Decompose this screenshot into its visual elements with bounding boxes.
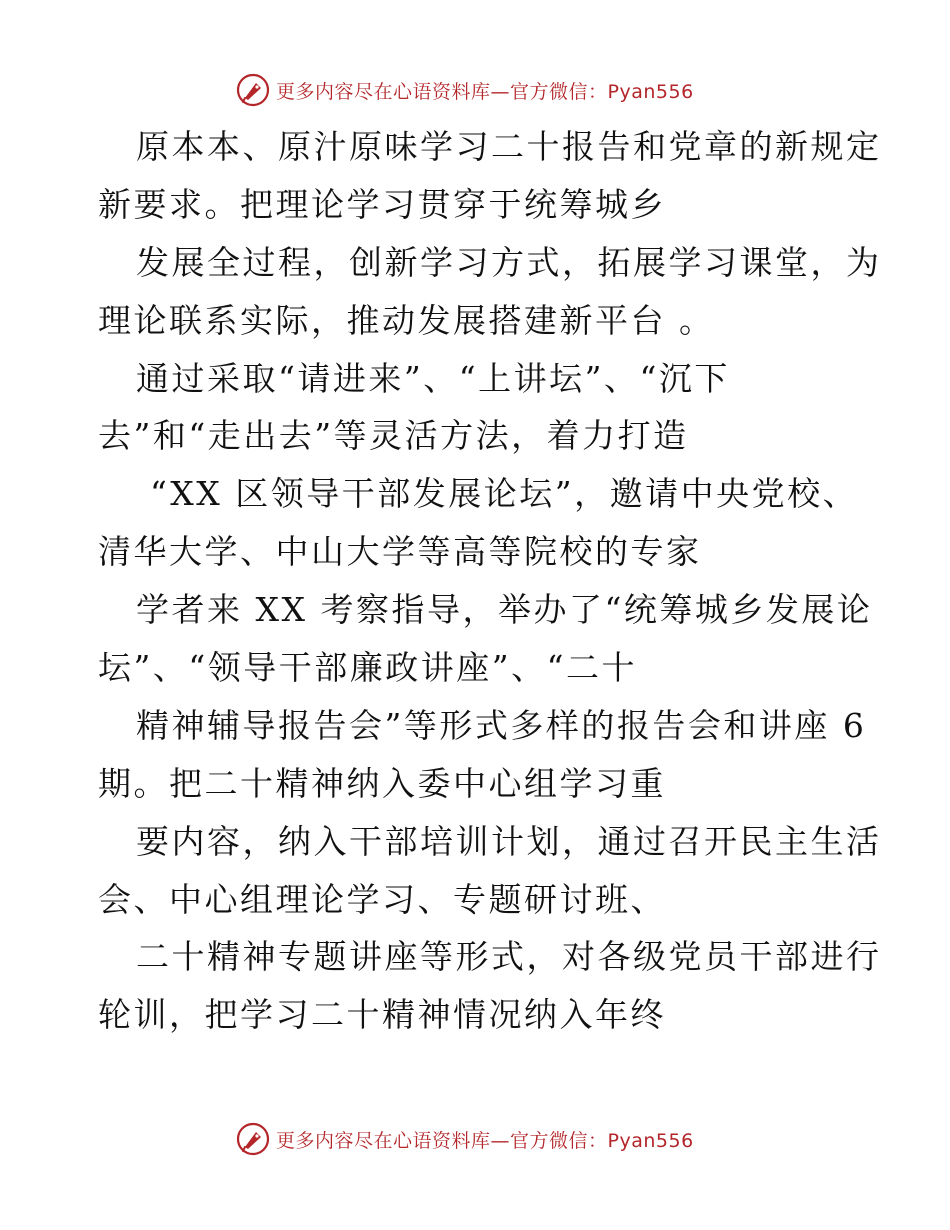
watermark-text: 更多内容尽在心语资料库—官方微信：Pyan556 bbox=[276, 80, 694, 103]
text-line: 坛”、“领导干部廉政讲座”、“二十 bbox=[98, 648, 637, 688]
text-line: 要内容，纳入干部培训计划，通过召开民主生活 bbox=[136, 821, 882, 861]
text-line: 学者来 XX 考察指导，举办了“统筹城乡发展论 bbox=[136, 590, 873, 630]
text-line: 去”和“走出去”等灵活方法，着力打造 bbox=[98, 416, 689, 456]
watermark-banner-top bbox=[236, 72, 694, 108]
text-line: 会、中心组理论学习、专题研讨班、 bbox=[98, 879, 666, 919]
text-line: 期。把二十精神纳入委中心组学习重 bbox=[98, 763, 666, 803]
text-line: “XX 区领导干部发展论坛”，邀请中央党校、 bbox=[150, 474, 859, 514]
text-line: 轮训，把学习二十精神情况纳入年终 bbox=[98, 995, 666, 1035]
text-line: 通过采取“请进来”、“上讲坛”、“沉下 bbox=[136, 358, 730, 398]
text-line: 新要求。把理论学习贯穿于统筹城乡 bbox=[98, 184, 666, 224]
text-line: 原本本、原汁原味学习二十报告和党章的新规定 bbox=[136, 127, 882, 166]
text-line: 二十精神专题讲座等形式，对各级党员干部进行 bbox=[136, 937, 882, 977]
text-line: 发展全过程，创新学习方式，拓展学习课堂，为 bbox=[136, 242, 882, 282]
text-line: 理论联系实际，推动发展搭建新平台 。 bbox=[98, 300, 715, 340]
text-line: 精神辅导报告会”等形式多样的报告会和讲座 6 bbox=[136, 705, 867, 745]
pen-nib-logo-icon bbox=[236, 1122, 270, 1156]
document-body bbox=[98, 118, 882, 1044]
watermark-banner-bottom bbox=[236, 1121, 694, 1157]
watermark-text: 更多内容尽在心语资料库—官方微信：Pyan556 bbox=[276, 1129, 694, 1152]
pen-nib-logo-icon bbox=[236, 73, 270, 107]
text-line: 清华大学、中山大学等高等院校的专家 bbox=[98, 532, 702, 572]
